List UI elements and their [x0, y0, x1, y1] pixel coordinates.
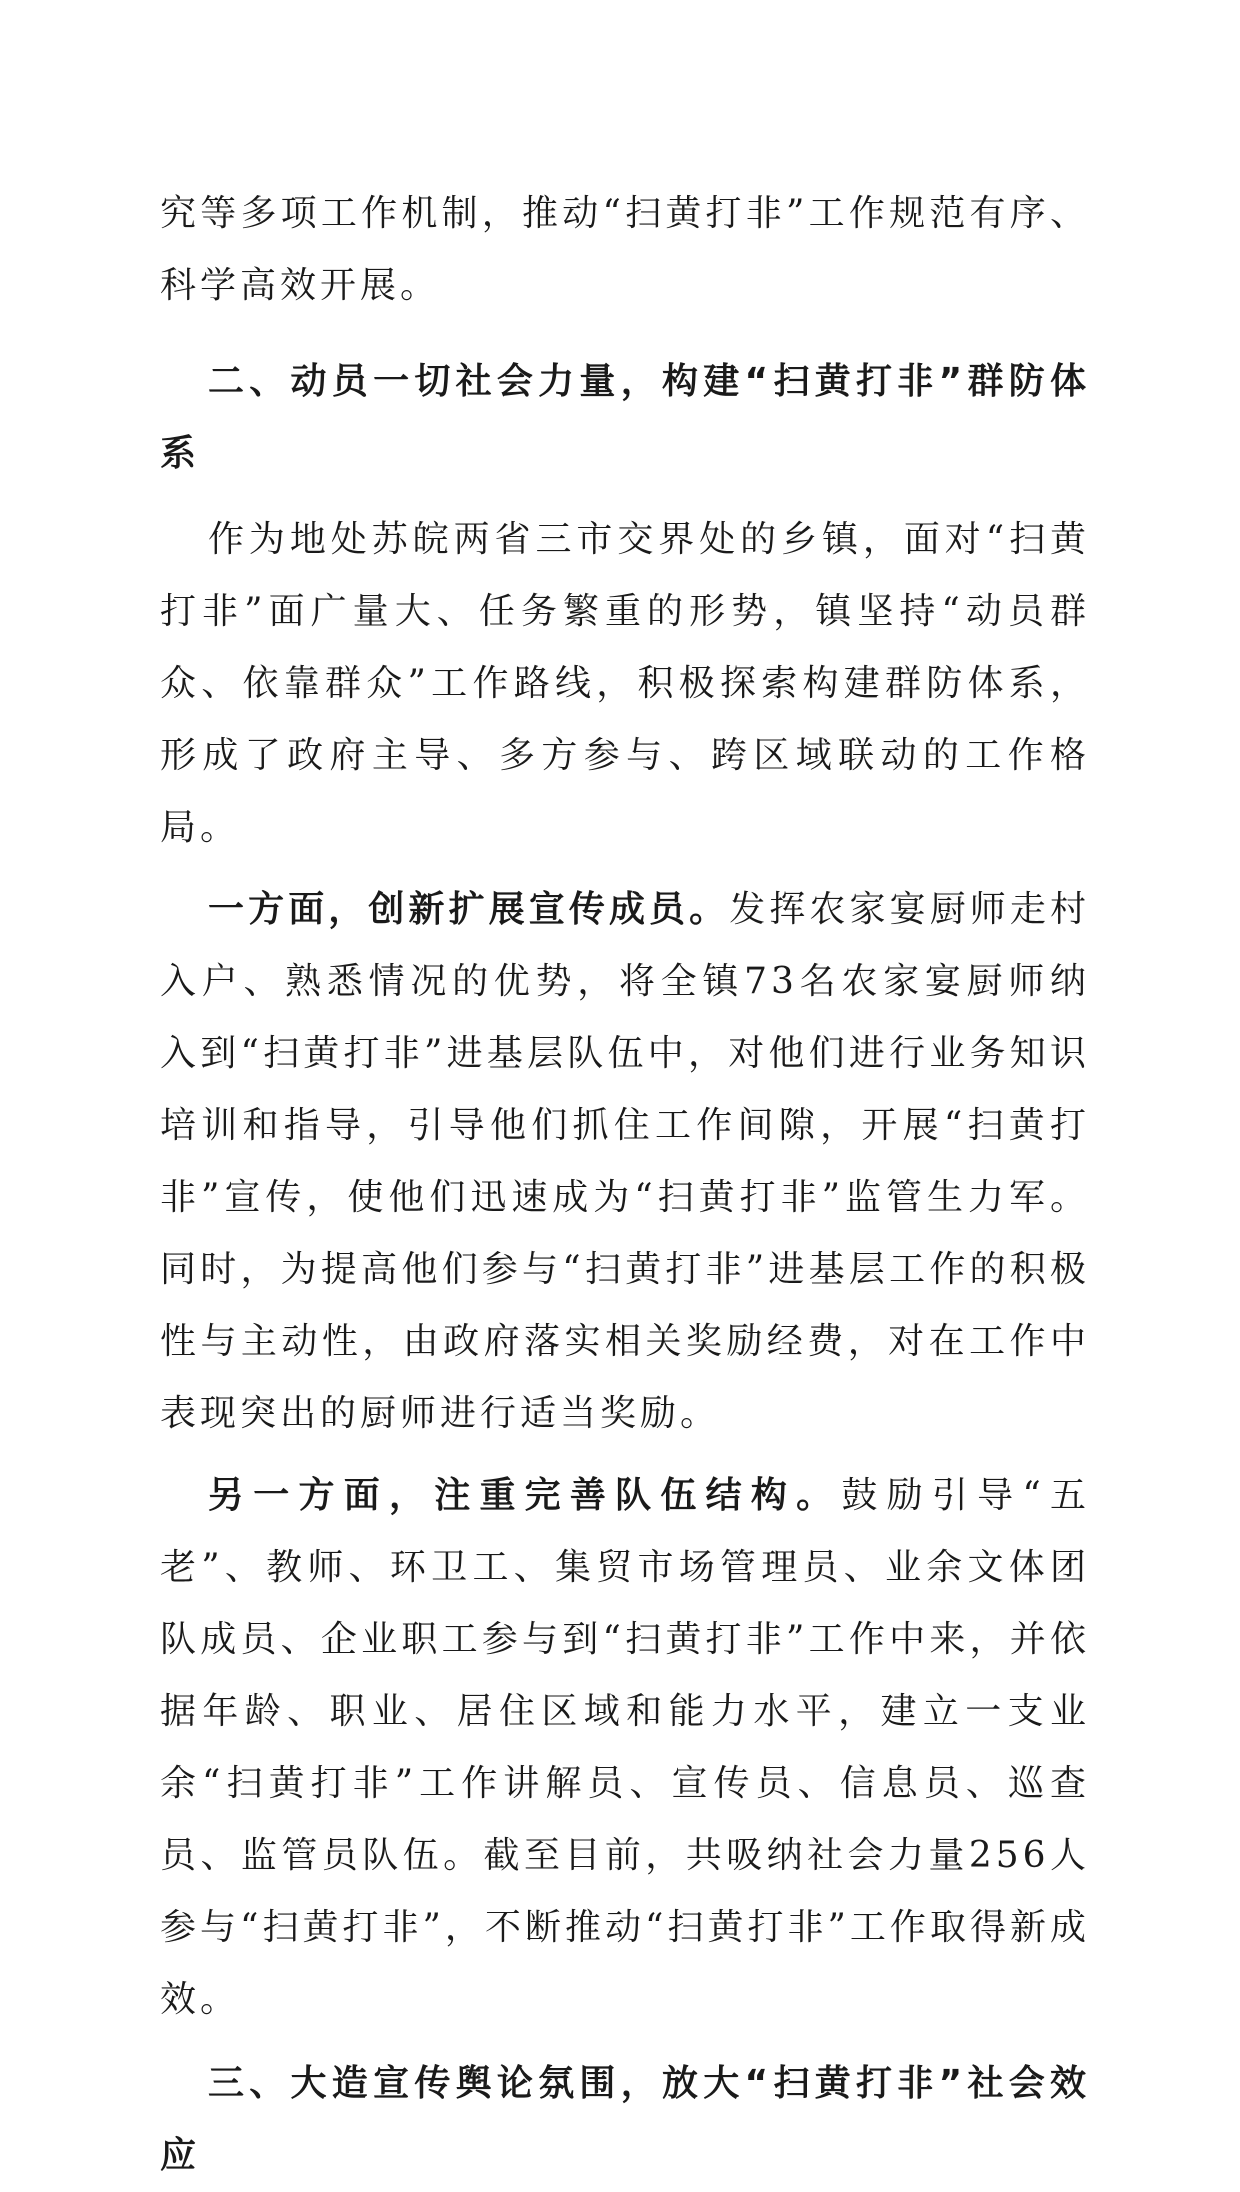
paragraph-group-defense: 作为地处苏皖两省三市交界处的乡镇，面对“扫黄打非”面广量大、任务繁重的形势，镇坚持“动员群众、依靠群众”工作路线，积极探索构建群防体系，形成了政府主导、多方参与、跨区域联动的工作格局。 [160, 519, 1090, 848]
paragraph-body-team-structure: 鼓励引导“五老”、教师、环卫工、集贸市场管理员、业余文体团队成员、企业职工参与到“扫黄打非”工作中来，并依据年龄、职业、居住区域和能力水平，建立一支业余“扫黄打非”工作讲解员、宣传员、信息员、巡查员、监管员队伍。截至目前，共吸纳社会力量256人参与“扫黄打非”，不断推动“扫黄打非”工作取得新成效。 [160, 1475, 1090, 2020]
paragraph-expand-members [160, 874, 1090, 1450]
section-heading-3: 三、大造宣传舆论氛围，放大“扫黄打非”社会效应 [160, 2063, 1090, 2176]
document-page [160, 178, 1090, 2192]
paragraph-lead-expand-members: 一方面，创新扩展宣传成员。 [208, 889, 730, 930]
paragraph-lead-team-structure: 另一方面，注重完善队伍结构。 [208, 1475, 842, 1516]
paragraph-body-expand-members: 发挥农家宴厨师走村入户、熟悉情况的优势，将全镇73名农家宴厨师纳入到“扫黄打非”进基层队伍中，对他们进行业务知识培训和指导，引导他们抓住工作间隙，开展“扫黄打非”宣传，使他们迅速成为“扫黄打非”监管生力军。同时，为提高他们参与“扫黄打非”进基层工作的积极性与主动性，由政府落实相关奖励经费，对在工作中表现突出的厨师进行适当奖励。 [160, 889, 1090, 1434]
section-heading-2: 二、动员一切社会力量，构建“扫黄打非”群防体系 [160, 361, 1090, 474]
paragraph-continuation: 究等多项工作机制，推动“扫黄打非”工作规范有序、科学高效开展。 [160, 193, 1090, 306]
paragraph-team-structure [160, 1460, 1090, 2036]
